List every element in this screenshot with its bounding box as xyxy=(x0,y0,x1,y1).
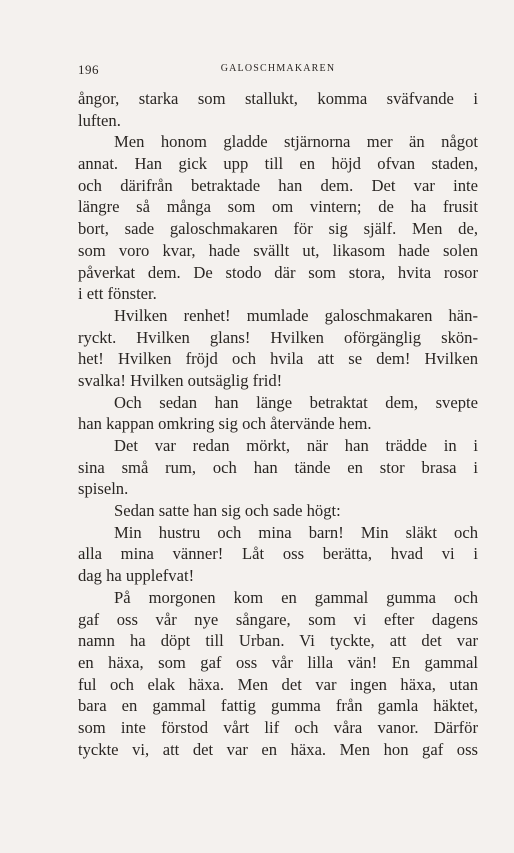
text-line: Sedan satte han sig och sade högt: xyxy=(114,501,341,521)
text-line: längre så många som om vintern; de ha frusit xyxy=(78,197,478,217)
text-line: dag ha upplefvat! xyxy=(78,566,195,586)
text-line: Det var redan mörkt, när han trädde in i xyxy=(114,436,478,455)
text-line: bara en gammal fattig gumma från gamla häktet, xyxy=(78,696,478,716)
text-line: Hvilken renhet! mumlade galoschmakaren hän- xyxy=(114,305,478,325)
text-line: och därifrån betraktade han dem. Det var inte xyxy=(78,175,478,195)
text-line: alla mina vänner! Låt oss berätta, hvad vi i xyxy=(78,544,478,564)
running-head: GALOSCHMAKAREN xyxy=(220,63,336,74)
text-line: annat. Han gick upp till en höjd ofvan staden, xyxy=(78,154,478,174)
text-line: en häxa, som gaf oss vår lilla vän! En gammal xyxy=(78,652,478,672)
text-line: som inte förstod vårt lif och våra vanor. Därför xyxy=(78,717,478,737)
text-line: påverkat dem. De stodo där som stora, hvita rosor xyxy=(78,262,478,282)
text-line: som voro kvar, hade svällt ut, likasom hade solen xyxy=(78,240,478,260)
text-line: ryckt. Hvilken glans! Hvilken oförgänglig skön- xyxy=(78,327,478,347)
text-line: het! Hvilken fröjd och hvila att se dem! Hvilken xyxy=(78,349,478,369)
text-line: gaf oss vår nye sångare, som vi efter dagens xyxy=(78,609,478,629)
text-line: Och sedan han länge betraktat dem, svepte xyxy=(114,392,478,412)
text-line: ångor, starka som stallukt, komma sväfvande i xyxy=(78,89,478,108)
text-line: spiseln. xyxy=(78,479,129,499)
page-header xyxy=(78,62,478,84)
text-line: ful och elak häxa. Men det var ingen häxa, utan xyxy=(78,674,478,694)
text-line: På morgonen kom en gammal gumma och xyxy=(114,587,478,607)
text-line: svalka! Hvilken outsäglig frid! xyxy=(78,370,283,390)
text-line: Men honom gladde stjärnorna mer än något xyxy=(114,132,478,152)
text-line: tyckte vi, att det var en häxa. Men hon gaf oss xyxy=(78,739,478,759)
page-number: 196 xyxy=(78,62,99,77)
text-line: Min hustru och mina barn! Min släkt och xyxy=(114,522,478,542)
text-line: sina små rum, och han tände en stor brasa i xyxy=(78,457,478,477)
text-line: namn ha döpt till Urban. Vi tyckte, att det var xyxy=(78,631,478,651)
text-line: luften. xyxy=(78,110,121,130)
text-line: han kappan omkring sig och återvände hem. xyxy=(78,414,372,434)
body-text xyxy=(78,88,478,760)
book-page xyxy=(78,0,478,853)
text-line: i ett fönster. xyxy=(78,284,157,304)
text-line: bort, sade galoschmakaren för sig själf. Men de, xyxy=(78,219,478,239)
